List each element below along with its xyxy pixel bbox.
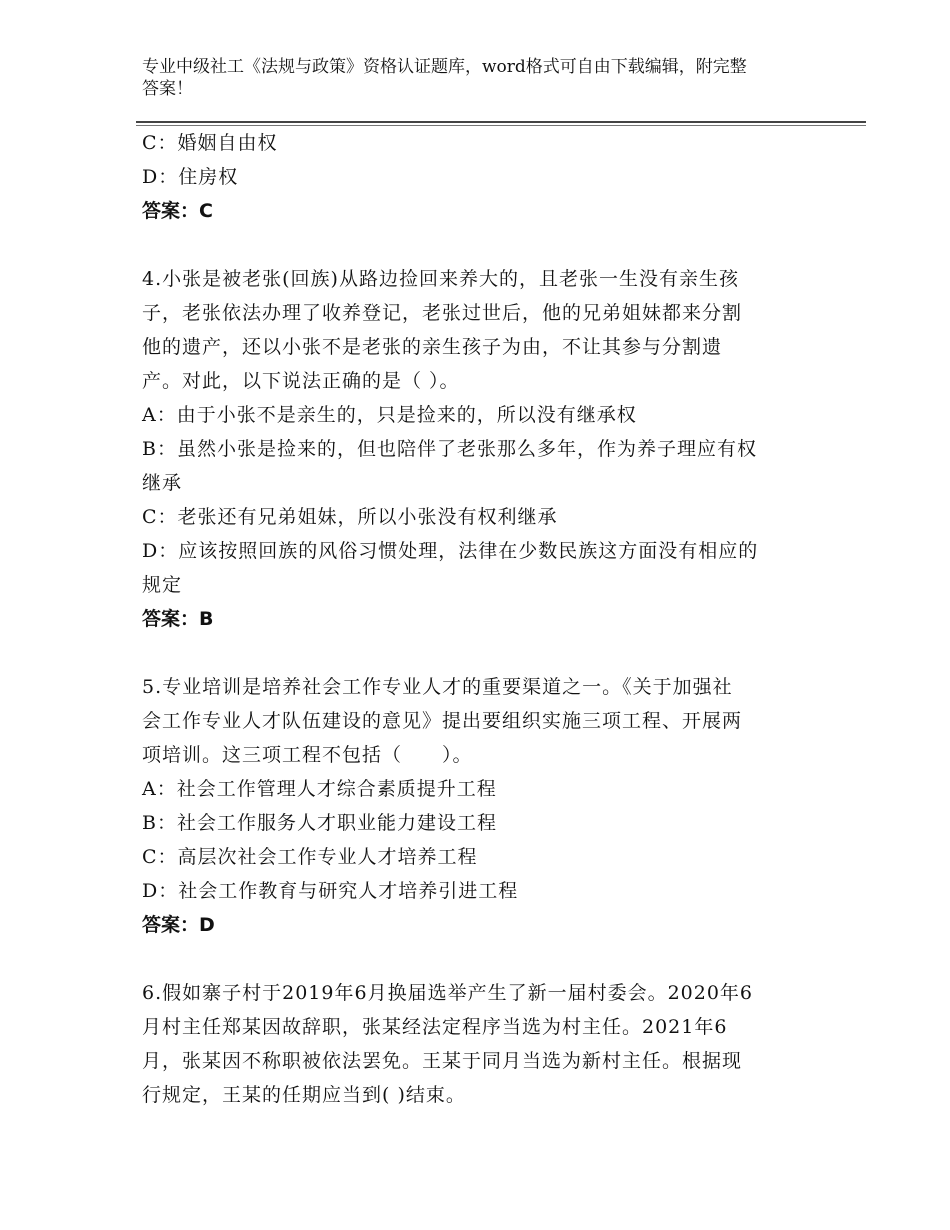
question-stem-line: 子，老张依法办理了收养登记，老张过世后，他的兄弟姐妹都来分割 — [142, 302, 743, 324]
question-6 — [142, 976, 810, 1112]
question-5 — [142, 670, 810, 942]
answer-line: 答案：B — [142, 608, 214, 630]
header-line-2: 答案！ — [142, 79, 193, 99]
option-c: C：高层次社会工作专业人才培养工程 — [142, 846, 478, 868]
question-stem-line: 月，张某因不称职被依法罢免。王某于同月当选为新村主任。根据现 — [142, 1050, 743, 1072]
question-stem-line: 项培训。这三项工程不包括（ ）。 — [142, 744, 473, 766]
option-b: B：虽然小张是捡来的，但也陪伴了老张那么多年，作为养子理应有权 — [142, 438, 757, 460]
question-stem-line: 他的遗产，还以小张不是老张的亲生孩子为由，不让其参与分割遗 — [142, 336, 723, 358]
option-b-continued: 继承 — [142, 472, 183, 494]
header-rule-thick — [136, 121, 866, 123]
question-stem-line: 行规定，王某的任期应当到( )结束。 — [142, 1084, 466, 1106]
question-content — [142, 126, 810, 1112]
question-stem-line: 4.小张是被老张(回族)从路边捡回来养大的，且老张一生没有亲生孩 — [142, 268, 739, 290]
answer-line: 答案：D — [142, 914, 215, 936]
option-c: C：老张还有兄弟姐妹，所以小张没有权利继承 — [142, 506, 558, 528]
option-c: C：婚姻自由权 — [142, 132, 278, 154]
option-d: D：社会工作教育与研究人才培养引进工程 — [142, 880, 519, 902]
option-a: A：社会工作管理人才综合素质提升工程 — [142, 778, 497, 800]
option-a: A：由于小张不是亲生的，只是捡来的，所以没有继承权 — [142, 404, 637, 426]
question-4 — [142, 262, 810, 636]
option-d: D：应该按照回族的风俗习惯处理，法律在少数民族这方面没有相应的 — [142, 540, 759, 562]
question-stem-line: 月村主任郑某因故辞职，张某经法定程序当选为村主任。2021年6 — [142, 1016, 728, 1038]
option-d: D：住房权 — [142, 166, 239, 188]
header-line-1: 专业中级社工《法规与政策》资格认证题库，word格式可自由下载编辑，附完整 — [142, 57, 747, 77]
option-d-continued: 规定 — [142, 574, 183, 596]
previous-question-tail — [142, 126, 810, 228]
question-stem-line: 5.专业培训是培养社会工作专业人才的重要渠道之一。《关于加强社 — [142, 676, 733, 698]
option-b: B：社会工作服务人才职业能力建设工程 — [142, 812, 497, 834]
answer-line: 答案：C — [142, 200, 213, 222]
question-stem-line: 会工作专业人才队伍建设的意见》提出要组织实施三项工程、开展两 — [142, 710, 743, 732]
question-stem-line: 6.假如寨子村于2019年6月换届选举产生了新一届村委会。2020年6 — [142, 982, 754, 1004]
question-stem-line: 产。对此，以下说法正确的是（ ）。 — [142, 370, 460, 392]
page-header — [142, 56, 822, 100]
